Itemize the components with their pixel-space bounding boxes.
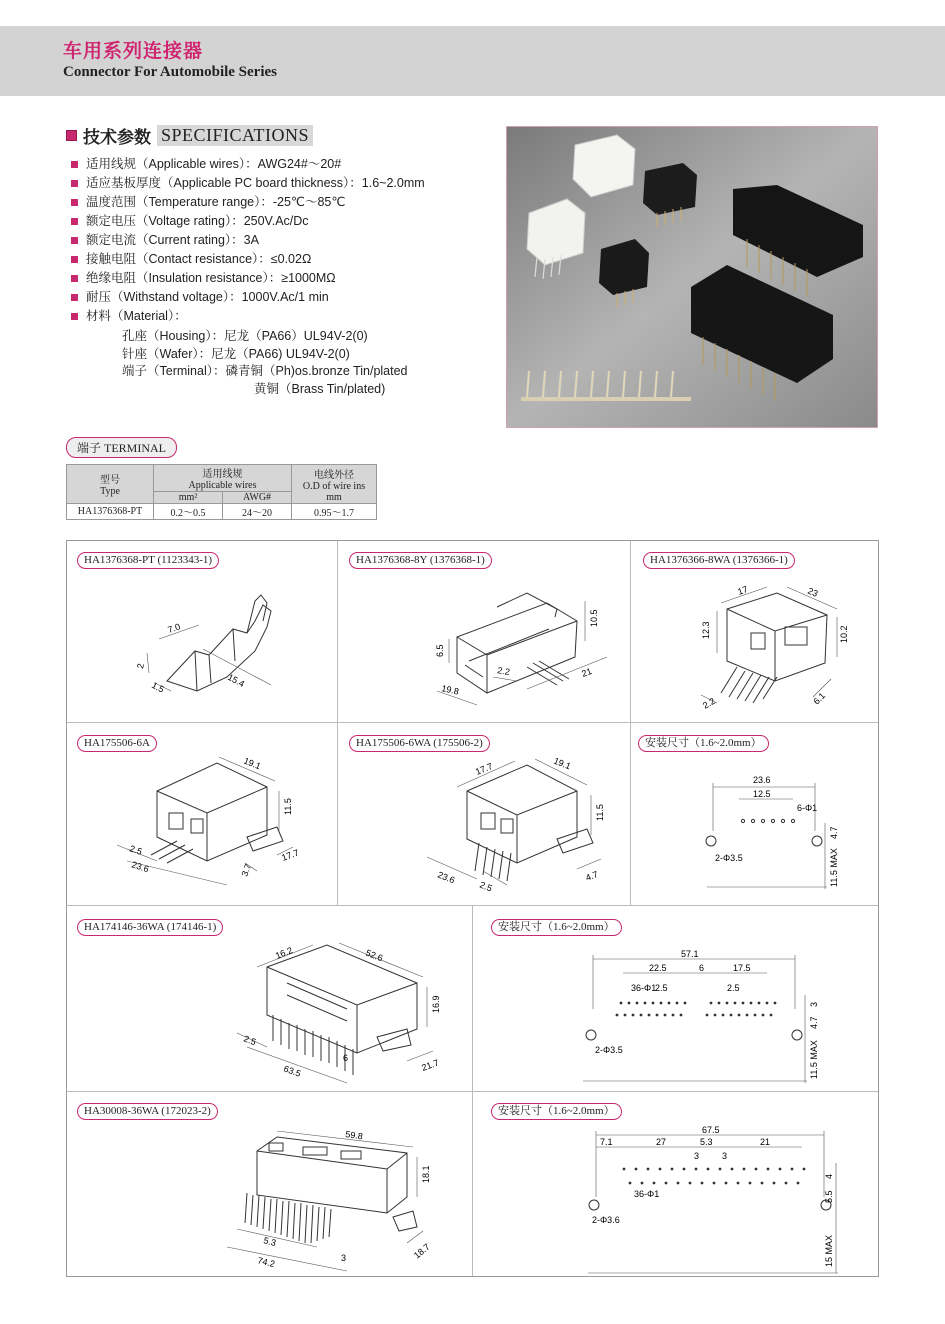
- dim-label: 22.5: [649, 963, 667, 973]
- housing-drawing-6wa: [397, 751, 617, 894]
- dim-label: 17: [736, 584, 750, 597]
- dim-label: 4.7: [584, 869, 600, 883]
- pin-holes: [623, 1168, 806, 1185]
- dim-label: 6-Φ1: [797, 803, 818, 813]
- dim-label: 15.4: [226, 671, 247, 689]
- dim-label: 3.7: [239, 862, 254, 878]
- mounting-drawing-36-a: [577, 949, 827, 1089]
- dim-label: 5.3: [700, 1137, 713, 1147]
- dim-label: 2.5: [478, 879, 494, 894]
- housing-drawing-8wa: [687, 577, 872, 717]
- drawing-label: 安装尺寸（1.6~2.0mm）: [638, 735, 769, 752]
- spec-row: 材料（Material）：: [71, 307, 425, 326]
- dim-label: 21: [760, 1137, 771, 1147]
- dim-label: 4.7: [809, 1016, 819, 1029]
- dim-label: 23.6: [753, 775, 771, 785]
- dim-label: 3: [722, 1151, 728, 1161]
- drawing-label: HA175506-6WA (175506-2): [349, 735, 490, 752]
- drawing-label: HA1376368-PT (1123343-1): [77, 552, 219, 569]
- drawing-label: HA30008-36WA (172023-2): [77, 1103, 218, 1120]
- col-od: 电线外径 O.D of wire ins mm: [292, 465, 377, 504]
- dim-label: 23: [806, 585, 820, 599]
- dim-label: 6.1: [811, 690, 828, 707]
- dim-label: 2.2: [701, 695, 717, 711]
- dim-label: 67.5: [702, 1125, 720, 1135]
- bullet-icon: [71, 180, 78, 187]
- dim-label: 19.1: [242, 755, 263, 772]
- bullet-icon: [71, 256, 78, 263]
- dim-label: 12.5: [753, 789, 771, 799]
- drawing-label: 安装尺寸（1.6~2.0mm）: [491, 1103, 622, 1120]
- specs-title-cn: 技术参数: [83, 127, 151, 148]
- header-drawing-36wa: [227, 937, 467, 1087]
- drawing-label: 安装尺寸（1.6~2.0mm）: [491, 919, 622, 936]
- connector-photo-illustration: [507, 127, 877, 427]
- drawings-grid: [66, 540, 879, 1277]
- dim-label: 3: [341, 1253, 347, 1263]
- drawing-label: HA174146-36WA (174146-1): [77, 919, 223, 936]
- dim-label: 2: [135, 662, 146, 670]
- spec-row: 耐压（Withstand voltage）：1000V.Ac/1 min: [71, 288, 425, 307]
- dim-label: 16.2: [274, 945, 295, 961]
- dim-label: 57.1: [681, 949, 699, 959]
- grid-divider: [630, 541, 631, 905]
- bullet-icon: [71, 313, 78, 320]
- drawing-label: HA175506-6A: [77, 735, 157, 752]
- dim-label: 19.1: [552, 755, 573, 772]
- drawing-label: HA1376366-8WA (1376366-1): [643, 552, 795, 569]
- dim-label: 21.7: [420, 1057, 441, 1073]
- cell-awg: 24～20: [223, 504, 292, 520]
- dim-label: 18.1: [421, 1165, 431, 1183]
- dim-label: 36-Φ1: [634, 1189, 660, 1199]
- cell-type: HA1376368-PT: [67, 504, 154, 520]
- dim-label: 11.5 MAX: [809, 1040, 819, 1079]
- dim-label: 3: [694, 1151, 700, 1161]
- material-brass: 黄铜（Brass Tin/plated): [254, 382, 386, 396]
- dim-label: 21: [580, 666, 594, 679]
- dim-label: 2-Φ3.5: [715, 853, 743, 863]
- dim-label: 2.5: [727, 983, 740, 993]
- dim-label: 4.7: [829, 826, 839, 839]
- material-terminal: 端子（Terminal）：磷青铜（Ph)os.bronze Tin/plated: [122, 364, 408, 378]
- bullet-icon: [71, 161, 78, 168]
- dim-label: 3: [809, 1001, 819, 1007]
- material-housing: 孔座（Housing）：尼龙（PA66）UL94V-2(0): [122, 329, 368, 343]
- spec-row: 接触电阻（Contact resistance）：≤0.02Ω: [71, 250, 425, 269]
- spec-row: 温度范围（Temperature range）：-25℃～85℃: [71, 193, 425, 212]
- col-type: 型号 Type: [67, 465, 154, 504]
- specs-list: [71, 155, 425, 326]
- product-photo: [506, 126, 878, 428]
- spec-row: 额定电流（Current rating）：3A: [71, 231, 425, 250]
- col-mm: mm²: [154, 492, 223, 504]
- dim-label: 1.5: [150, 679, 166, 695]
- dim-label: 7.0: [166, 621, 182, 635]
- page-title-en: Connector For Automobile Series: [63, 64, 278, 80]
- drawing-label: HA1376368-8Y (1376368-1): [349, 552, 492, 569]
- header-drawing-30008: [217, 1123, 467, 1273]
- dim-label: 2-Φ3.5: [595, 1045, 623, 1055]
- page-title-cn: 车用系列连接器: [63, 40, 204, 62]
- dim-label: 27: [656, 1137, 667, 1147]
- dim-label: 5.3: [262, 1235, 278, 1248]
- dim-label: 36-Φ1: [631, 983, 657, 993]
- dim-label: 17.5: [733, 963, 751, 973]
- bullet-icon: [71, 199, 78, 206]
- cell-od: 0.95～1.7: [292, 504, 377, 520]
- dim-label: 17.7: [280, 847, 301, 863]
- dim-label: 2-Φ3.6: [592, 1215, 620, 1225]
- specs-title-en: SPECIFICATIONS: [157, 125, 313, 146]
- mounting-drawing-6: [697, 771, 877, 891]
- dim-label: 74.2: [256, 1255, 276, 1270]
- dim-label: 4: [824, 1173, 834, 1179]
- grid-divider: [67, 722, 878, 723]
- grid-divider: [337, 541, 338, 905]
- terminal-drawing: [137, 581, 327, 711]
- dim-label: 11.5: [595, 804, 605, 821]
- dim-label: 59.8: [344, 1129, 364, 1142]
- bullet-square-icon: [66, 130, 77, 141]
- bullet-icon: [71, 294, 78, 301]
- col-wire: 适用线规 Applicable wires: [154, 465, 292, 492]
- mounting-drawing-36-b: [582, 1127, 842, 1275]
- dim-label: 6: [343, 1053, 349, 1063]
- dim-label: 2.5: [128, 843, 144, 857]
- dim-label: 2.2: [496, 665, 511, 678]
- spec-row: 绝缘电阻（Insulation resistance）：≥1000MΩ: [71, 269, 425, 288]
- dim-label: 52.6: [364, 947, 385, 964]
- bullet-icon: [71, 218, 78, 225]
- specs-heading: [66, 124, 313, 146]
- bullet-icon: [71, 275, 78, 282]
- dim-label: 10.2: [839, 625, 849, 643]
- col-awg: AWG#: [223, 492, 292, 504]
- material-wafer: 针座（Wafer）：尼龙（PA66) UL94V-2(0): [122, 347, 350, 361]
- dim-label: 15 MAX: [824, 1234, 834, 1267]
- dim-label: 23.6: [436, 869, 457, 886]
- dim-label: 6.5: [435, 644, 445, 657]
- dim-label: 17.7: [474, 761, 495, 777]
- dim-label: 12.3: [701, 621, 711, 639]
- dim-label: 63.5: [282, 1063, 303, 1079]
- dim-label: 2.5: [655, 983, 668, 993]
- pin-holes: [616, 1002, 777, 1017]
- terminal-table: [66, 464, 377, 520]
- cell-mm: 0.2～0.5: [154, 504, 223, 520]
- terminal-tag: 端子 TERMINAL: [66, 437, 177, 458]
- dim-label: 11.5 MAX: [829, 848, 839, 887]
- housing-drawing-8y: [407, 581, 627, 711]
- dim-label: 2.5: [242, 1033, 258, 1048]
- dim-label: 6: [699, 963, 705, 973]
- bullet-icon: [71, 237, 78, 244]
- spec-row: 额定电压（Voltage rating）：250V.Ac/Dc: [71, 212, 425, 231]
- dim-label: 19.8: [440, 683, 460, 697]
- dim-label: 7.1: [600, 1137, 613, 1147]
- spec-row: 适应基板厚度（Applicable PC board thickness）：1.6~2.0mm: [71, 174, 425, 193]
- dim-label: 10.5: [589, 609, 599, 627]
- dim-label: 18.7: [411, 1241, 432, 1261]
- grid-divider: [472, 905, 473, 1276]
- dim-label: 16.9: [431, 995, 441, 1013]
- housing-drawing-6a: [107, 751, 307, 891]
- spec-row: 适用线规（Applicable wires）：AWG24#～20#: [71, 155, 425, 174]
- dim-label: 11.5: [283, 798, 293, 815]
- dim-label: 5.5: [824, 1190, 834, 1203]
- dim-label: 23.6: [130, 859, 151, 875]
